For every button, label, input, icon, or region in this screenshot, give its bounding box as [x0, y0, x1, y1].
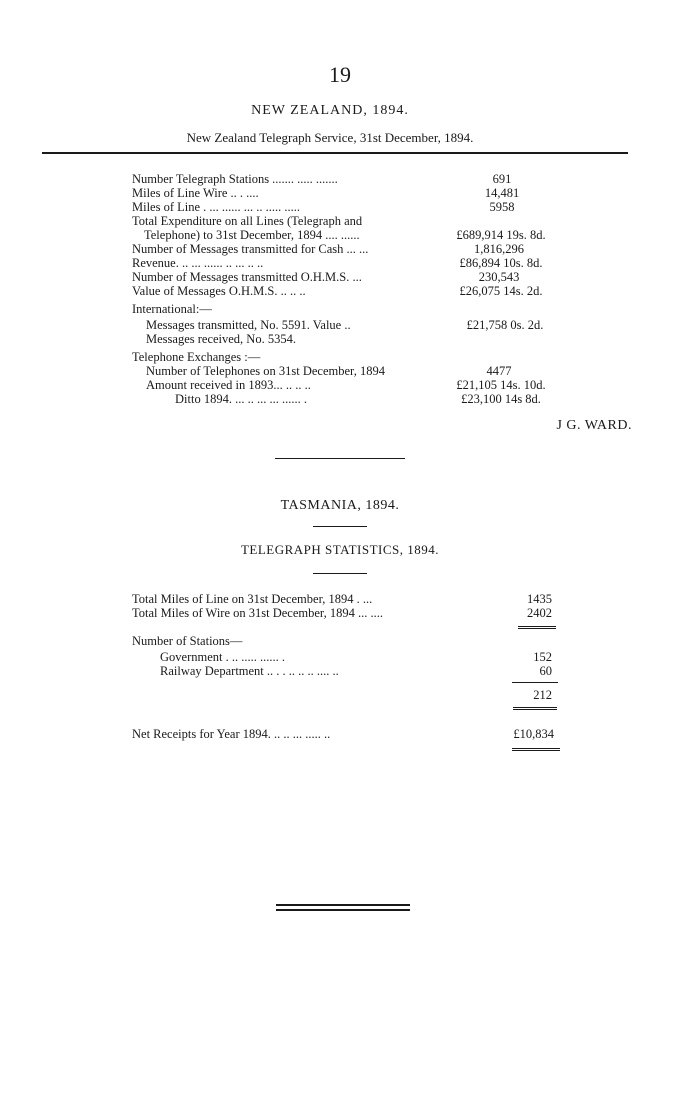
- tas-sum-rule: [512, 682, 558, 683]
- tas-row-value: 212: [533, 688, 552, 702]
- nz-row-label: Amount received in 1893... .. .. ..: [146, 378, 311, 392]
- page-number: 19: [329, 62, 351, 87]
- nz-row-label: Number Telegraph Stations ....... ..... .......: [132, 172, 338, 186]
- tas-subtitle: TELEGRAPH STATISTICS, 1894.: [240, 542, 440, 557]
- nz-row-label: Ditto 1894. ... .. ... ... ...... .: [175, 392, 307, 406]
- tas-row-value: 2402: [527, 606, 552, 620]
- nz-row-value: £21,105 14s. 10d.: [456, 378, 546, 392]
- tas-title-rule: [313, 526, 367, 527]
- nz-subtitle: New Zealand Telegraph Service, 31st December, 1894.: [186, 130, 474, 145]
- tas-title: TASMANIA, 1894.: [280, 498, 400, 513]
- nz-row-label: Messages received, No. 5354.: [146, 332, 296, 346]
- tas-row-label: Net Receipts for Year 1894. .. .. ... ..... ..: [132, 727, 331, 741]
- nz-row-label: Number of Telephones on 31st December, 1894: [146, 364, 385, 378]
- tas-row-label: Railway Department .. . . .. .. .. .... ..: [160, 664, 339, 678]
- nz-international-heading: International:—: [132, 302, 212, 316]
- nz-row-label: Value of Messages O.H.M.S. .. .. ..: [132, 284, 306, 298]
- nz-row-value: £26,075 14s. 2d.: [459, 284, 543, 298]
- tas-row-label: Total Miles of Wire on 31st December, 1894 ... ....: [132, 606, 383, 620]
- nz-header-rule: [42, 152, 628, 154]
- nz-row-label: Miles of Line . ... ...... ... .. ..... .....: [132, 200, 301, 214]
- tas-row-label: Government . .. ..... ...... .: [160, 650, 285, 664]
- nz-row-value: 230,543: [478, 270, 520, 284]
- nz-row-value: £86,894 10s. 8d.: [459, 256, 543, 270]
- tas-row-value: 60: [539, 664, 552, 678]
- nz-row-label: Number of Messages transmitted O.H.M.S. ...: [132, 270, 362, 284]
- nz-row-value: £21,758 0s. 2d.: [466, 318, 544, 332]
- tas-double-rule-1: [518, 626, 556, 629]
- tas-stations-heading: Number of Stations—: [132, 634, 243, 648]
- tas-row-value: £10,834: [513, 727, 554, 741]
- tas-double-rule-3: [512, 748, 560, 751]
- nz-row-value: 5958: [489, 200, 515, 214]
- nz-telephone-heading: Telephone Exchanges :—: [132, 350, 261, 364]
- nz-row-value: 1,816,296: [474, 242, 524, 256]
- tas-subtitle-rule: [313, 573, 367, 574]
- nz-signature: J G. WARD.: [556, 418, 632, 433]
- tas-double-rule-2: [513, 707, 557, 710]
- nz-title: NEW ZEALAND, 1894.: [251, 103, 409, 118]
- nz-row-label: Total Expenditure on all Lines (Telegraph and: [132, 214, 363, 228]
- page-bottom-rule: [276, 904, 410, 911]
- nz-row-label: Telephone) to 31st December, 1894 .... ......: [144, 228, 360, 242]
- nz-row-value: 691: [492, 172, 512, 186]
- tas-row-label: Total Miles of Line on 31st December, 1894 . ...: [132, 592, 373, 606]
- nz-row-value: 14,481: [484, 186, 520, 200]
- nz-row-label: Revenue. .. ... ...... .. ... .. ..: [132, 256, 264, 270]
- tas-row-value: 1435: [527, 592, 552, 606]
- nz-row-value: £23,100 14s 8d.: [461, 392, 541, 406]
- nz-row-value: £689,914 19s. 8d.: [456, 228, 546, 242]
- nz-row-label: Miles of Line Wire .. . ....: [132, 186, 259, 200]
- nz-row-label: Number of Messages transmitted for Cash ... ...: [132, 242, 369, 256]
- nz-row-label: Messages transmitted, No. 5591. Value ..: [146, 318, 351, 332]
- nz-row-value: 4477: [486, 364, 512, 378]
- section-divider: [275, 458, 405, 459]
- tas-row-value: 152: [533, 650, 552, 664]
